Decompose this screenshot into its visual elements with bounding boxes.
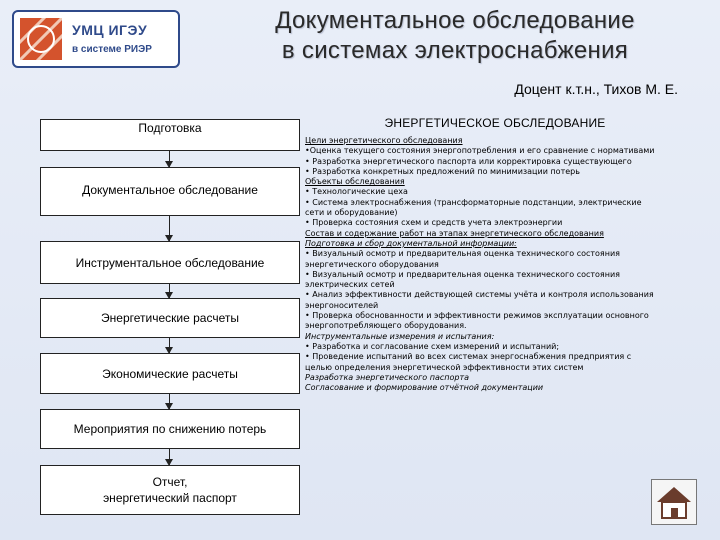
text-line: Объекты обследования [305,177,405,187]
home-icon [652,480,696,524]
text-line: • Проверка обоснованности и эффективности режимов эксплуатации основного [305,311,649,321]
flow-step-preparation [40,119,300,151]
flow-arrow [169,151,170,167]
text-line: • Проведение испытаний во всех системах энергоснабжения предприятия с [305,352,632,362]
text-line: Согласование и формирование отчётной документации [305,383,544,393]
flow-step-label: энергетический паспорт [103,491,237,505]
flow-step-energy-calc [40,298,300,338]
flow-step-label: Документальное обследование [82,182,258,197]
logo [12,10,180,68]
flow-step-label: Отчет, [152,475,188,489]
flow-arrow [169,284,170,298]
flow-step-label: Подготовка [138,121,202,135]
logo-subtitle: в системе РИЭР [72,44,152,55]
text-line: • Система электроснабжения (трансформаторные подстанции, электрические [305,197,642,207]
umc-emblem-icon [20,18,62,60]
text-line: Инструментальные измерения и испытания: [305,331,495,341]
text-line: • Разработка конкретных предложений по минимизации потерь [305,166,580,176]
text-line: электрических сетей [305,280,395,290]
flow-step-documentary [40,167,300,216]
flow-step-label: Мероприятия по снижению потерь [73,422,267,436]
flow-step-instrumental [40,241,300,284]
text-line: Разработка энергетического паспорта [305,372,470,382]
logo-title: УМЦ ИГЭУ [72,22,148,38]
flow-step-economic-calc [40,353,300,394]
flow-arrow [169,216,170,241]
text-line: • Разработка энергетического паспорта или корректировка существующего [305,156,632,166]
text-line: целью определения энергетической эффективности этих систем [305,362,584,372]
text-line: • Визуальный осмотр и предварительная оценка технического состояния [305,269,620,279]
title-line-2: в системах электроснабжения [281,37,629,64]
author: Доцент к.т.н., Тихов М. Е. [514,81,678,97]
text-line: Подготовка и сбор документальной информации: [305,238,517,248]
text-line: • Анализ эффективности действующей системы учёта и контроля использования [305,290,654,300]
text-line: • Визуальный осмотр и предварительная оценка технического состояния [305,249,620,259]
text-line: Состав и содержание работ на этапах энергетического обследования [305,228,604,238]
flow-arrow [169,338,170,353]
text-line: энергопотребляющего оборудования. [305,321,467,331]
text-line: Цели энергетического обследования [305,136,463,145]
flow-arrow [169,449,170,465]
flow-step-loss-reduction [40,409,300,449]
title-line-1: Документальное обследование [275,7,635,34]
flow-step-label: Энергетические расчеты [101,311,239,325]
energy-audit-description [305,136,697,393]
section-heading: ЭНЕРГЕТИЧЕСКОЕ ОБСЛЕДОВАНИЕ [384,116,606,130]
home-button[interactable] [651,479,697,525]
text-line: энергетического оборудования [305,259,439,269]
text-line: • Технологические цеха [305,187,408,197]
flow-arrow [169,394,170,409]
page-title [200,6,710,66]
text-line: сети и оборудование) [305,208,398,218]
text-line: • Разработка и согласование схем измерений и испытаний; [305,341,560,351]
text-line: • Проверка состояния схем и средств учета электроэнергии [305,218,563,228]
text-line: энергоносителей [305,300,379,310]
flow-step-report [40,465,300,515]
text-line: •Оценка текущего состояния энергопотребления и его сравнение с нормативами [305,146,655,156]
flow-step-label: Экономические расчеты [102,366,238,381]
flow-step-label: Инструментальное обследование [75,255,265,270]
